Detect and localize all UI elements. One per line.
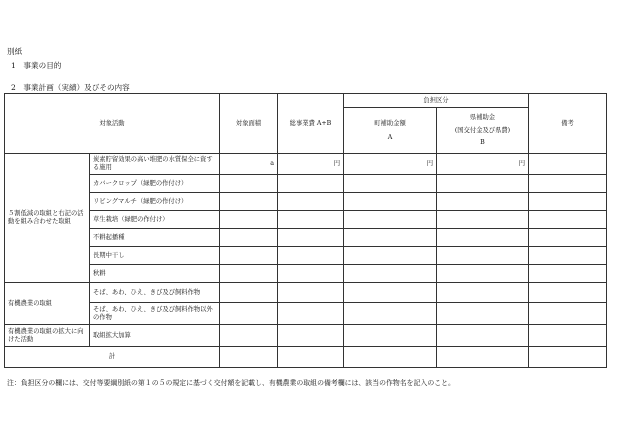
table-row xyxy=(5,229,607,247)
header-town-subsidy-sub: A xyxy=(387,133,393,141)
table-row xyxy=(5,154,607,175)
footnote: 注：負担区分の欄には、交付等要綱別紙の第１の５の規定に基づく交付額を記載し、有機農業の取組の備考欄には、該当の作物名を記入のこと。 xyxy=(7,379,455,387)
total-label: 計 xyxy=(5,347,220,368)
unit-town-subsidy: 円 xyxy=(344,154,437,175)
table-row xyxy=(5,265,607,283)
header-pref-subsidy-label: 県補助金 xyxy=(469,113,496,121)
header-pref-subsidy xyxy=(437,108,529,154)
header-pref-subsidy-note: (国交付金及び県費) xyxy=(454,126,511,134)
activity-item: そば、あわ、ひえ、きび及び飼料作物 xyxy=(90,283,220,303)
group-label-reduction: ５割低減の取組と右記の活動を組み合わせた取組 xyxy=(5,154,90,283)
table-row xyxy=(5,211,607,229)
activity-item: 不耕起播種 xyxy=(90,229,220,247)
activity-item: 草生栽培（緑肥の作付け） xyxy=(90,211,220,229)
table-row xyxy=(5,247,607,265)
activity-item: 取組拡大加算 xyxy=(90,325,220,347)
table-row xyxy=(5,325,607,347)
group-label-organic: 有機農業の取組 xyxy=(5,283,90,325)
remarks-cell[interactable] xyxy=(529,154,607,175)
header-row-1 xyxy=(5,94,607,108)
table-row xyxy=(5,193,607,211)
attachment-label: 別紙 xyxy=(7,47,23,56)
unit-area: a xyxy=(220,154,278,175)
section-plan: 2 事業計画（実績）及びその内容 xyxy=(11,83,130,92)
plan-table xyxy=(4,93,607,368)
activity-item: 長期中干し xyxy=(90,247,220,265)
activity-item: 炭素貯留効果の高い堆肥の水質保全に資する施用 xyxy=(90,154,220,175)
activity-item: リビングマルチ（緑肥の作付け） xyxy=(90,193,220,211)
unit-pref-subsidy: 円 xyxy=(437,154,529,175)
total-row xyxy=(5,347,607,368)
activity-item: そば、あわ、ひえ、きび及び飼料作物以外の作物 xyxy=(90,303,220,325)
table-row xyxy=(5,175,607,193)
header-total-cost: 総事業費 A+B xyxy=(278,94,344,154)
header-remarks: 備考 xyxy=(529,94,607,154)
header-town-subsidy xyxy=(344,108,437,154)
unit-total-cost: 円 xyxy=(278,154,344,175)
header-burden-division: 負担区分 xyxy=(344,94,529,108)
header-area: 対象面積 xyxy=(220,94,278,154)
group-label-expansion: 有機農業の取組の拡大に向けた活動 xyxy=(5,325,90,347)
header-pref-subsidy-sub: B xyxy=(480,139,485,147)
header-town-subsidy-label: 町補助金額 xyxy=(374,119,406,127)
activity-item: カバークロップ（緑肥の作付け） xyxy=(90,175,220,193)
table-row xyxy=(5,283,607,303)
section-purpose: 1 事業の目的 xyxy=(11,61,62,70)
header-activity: 対象活動 xyxy=(5,94,220,154)
table-row xyxy=(5,303,607,325)
activity-item: 秋耕 xyxy=(90,265,220,283)
